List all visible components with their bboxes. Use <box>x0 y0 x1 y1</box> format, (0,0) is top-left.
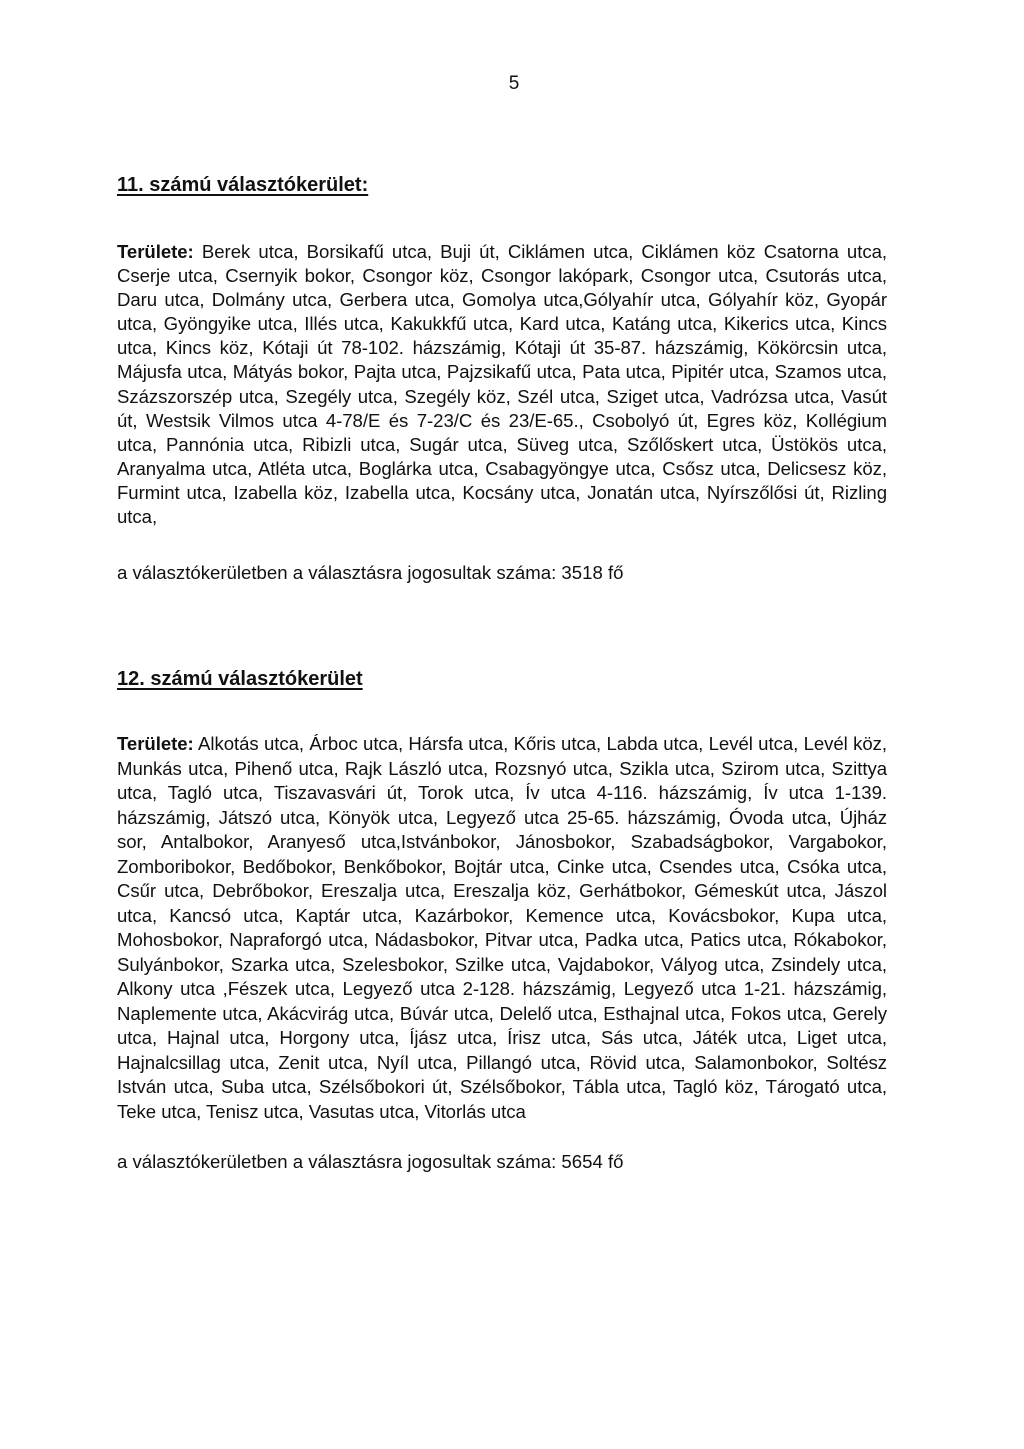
eligible-voters-count: a választókerületben a választásra jogosultak száma: 3518 fő <box>117 562 624 584</box>
area-label: Területe: <box>117 241 194 262</box>
area-label: Területe: <box>117 733 194 754</box>
district-area <box>117 240 887 529</box>
page-number: 5 <box>508 73 520 94</box>
area-streets: Alkotás utca, Árboc utca, Hársfa utca, Kőris utca, Labda utca, Levél utca, Levél köz, Munkás utca, Pihenő utca, Rajk László utca, Rozsnyó utca, Szikla utca, Szirom utca, Szittya utca, Tagló utca, Tiszavasvári út, Torok utca, Ív utca 4-116. házszámig, Ív utca 1-139. házszámig, Játszó utca, Könyök utca, Legyező utca 25-65. házszámig, Óvoda utca, Újház sor, Antalbokor, Aranyeső utca,Istvánbokor, Jánosbokor, Szabadságbokor, Vargabokor, Zomboribokor, Bedőbokor, Benkőbokor, Bojtár utca, Cinke utca, Csendes utca, Csóka utca, Csűr utca, Debrőbokor, Ereszalja utca, Ereszalja köz, Gerhátbokor, Gémeskút utca, Jászol utca, Kancsó utca, Kaptár utca, Kazárbokor, Kemence utca, Kovácsbokor, Kupa utca, Mohosbokor, Napraforgó utca, Nádasbokor, Pitvar utca, Padka utca, Patics utca, Rókabokor, Sulyánbokor, Szarka utca, Szelesbokor, Szilke utca, Vajdabokor, Vályog utca, Zsindely utca, Alkony utca ,Fészek utca, Legyező utca 2-128. házszámig, Legyező utca 1-21. házszámig, Naplemente utca, Akácvirág utca, Búvár utca, Delelő utca, Esthajnal utca, Fokos utca, Gerely utca, Hajnal utca, Horgony utca, Íjász utca, Írisz utca, Sás utca, Játék utca, Liget utca, Hajnalcsillag utca, Zenit utca, Nyíl utca, Pillangó utca, Rövid utca, Salamonbokor, Soltész István utca, Suba utca, Szélsőbokori út, Szélsőbokor, Tábla utca, Tagló köz, Tárogató utca, Teke utca, Tenisz utca, Vasutas utca, Vitorlás utca <box>117 733 887 1122</box>
district-area <box>117 732 887 1124</box>
district-11-section <box>117 172 887 585</box>
district-heading: 12. számú választókerület <box>117 668 363 690</box>
eligible-voters-count: a választókerületben a választásra jogosultak száma: 5654 fő <box>117 1151 624 1172</box>
district-12-section <box>117 666 887 1174</box>
area-streets: Berek utca, Borsikafű utca, Buji út, Ciklámen utca, Ciklámen köz Csatorna utca, Cserje utca, Csernyik bokor, Csongor köz, Csongor lakópark, Csongor utca, Csutorás utca, Daru utca, Dolmány utca, Gerbera utca, Gomolya utca,Gólyahír utca, Gólyahír köz, Gyopár utca, Gyöngyike utca, Illés utca, Kakukkfű utca, Kard utca, Katáng utca, Kikerics utca, Kincs utca, Kincs köz, Kótaji út 78-102. házszámig, Kótaji út 35-87. házszámig, Kökörcsin utca, Májusfa utca, Mátyás bokor, Pajta utca, Pajzsikafű utca, Pata utca, Pipitér utca, Szamos utca, Százszorszép utca, Szegély utca, Szegély köz, Szél utca, Sziget utca, Vadrózsa utca, Vasút út, Westsik Vilmos utca 4-78/E és 7-23/C és 23/E-65., Csobolyó út, Egres köz, Kollégium utca, Pannónia utca, Ribizli utca, Sugár utca, Süveg utca, Szőlőskert utca, Üstökös utca, Aranyalma utca, Atléta utca, Boglárka utca, Csabagyöngye utca, Csősz utca, Delicsesz köz, Furmint utca, Izabella köz, Izabella utca, Kocsány utca, Jonatán utca, Nyírszőlősi út, Rizling utca, <box>117 241 887 528</box>
district-heading: 11. számú választókerület: <box>117 174 369 196</box>
